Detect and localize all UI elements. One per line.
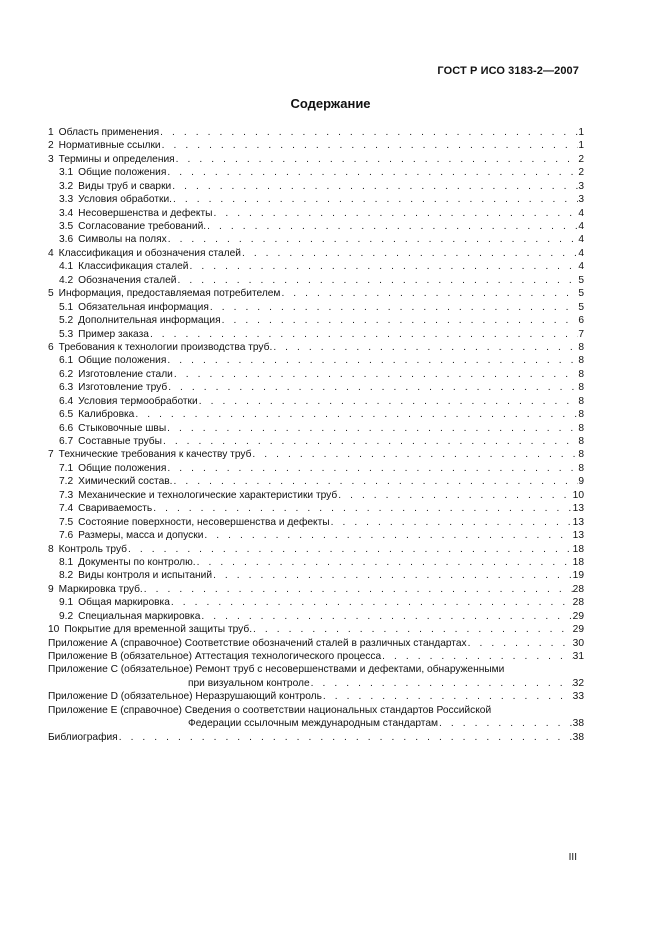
toc-entry-page: 8 [578, 449, 584, 461]
dot-leader [203, 529, 572, 542]
toc-entry-page: 6 [578, 315, 584, 327]
table-of-contents [48, 126, 584, 744]
toc-entry-title: Технические требования к качеству труб [58, 449, 252, 461]
toc-entry[interactable] [48, 596, 584, 609]
toc-entry-page: 1 [578, 126, 584, 138]
toc-entry-page: 18 [572, 556, 584, 568]
toc-entry-page: 30 [572, 637, 584, 649]
toc-entry-page: 33 [572, 691, 584, 703]
dot-leader [251, 449, 578, 462]
toc-entry-number: 1 [48, 126, 54, 138]
toc-entry-page: 4 [578, 207, 584, 219]
toc-entry[interactable] [48, 207, 584, 220]
toc-entry-number: 7.1 [59, 462, 74, 474]
toc-entry[interactable] [48, 677, 584, 690]
dot-leader [196, 556, 573, 569]
toc-entry-page: 2 [578, 153, 584, 165]
toc-entry[interactable] [48, 153, 584, 166]
dot-leader [166, 354, 578, 367]
dot-leader [127, 543, 573, 556]
toc-entry-title: Приложение А (справочное) Соответствие обозначений сталей в различных стандартах [48, 637, 467, 649]
toc-entry[interactable] [48, 395, 584, 408]
toc-entry-title: Маркировка труб. [58, 583, 143, 595]
toc-entry-title: Информация, предоставляемая потребителем [58, 288, 281, 300]
toc-entry-title: Согласование требований. [78, 221, 207, 233]
toc-entry[interactable] [48, 328, 584, 341]
dot-leader [467, 637, 573, 650]
dot-leader [212, 569, 573, 582]
dot-leader [206, 220, 578, 233]
toc-entry[interactable] [48, 731, 584, 744]
toc-entry-number: 10 [48, 624, 60, 636]
toc-entry[interactable] [48, 543, 584, 556]
dot-leader [173, 475, 579, 488]
toc-entry-title: Требования к технологии производства труб. [58, 341, 273, 353]
toc-entry[interactable] [48, 234, 584, 247]
toc-entry-number: 4.1 [59, 261, 74, 273]
toc-entry-title: Классификация и обозначения сталей [58, 247, 241, 259]
toc-entry-title: Механические и технологические характеристики труб [78, 489, 338, 501]
toc-entry-page: 18 [572, 543, 584, 555]
toc-entry[interactable] [48, 301, 584, 314]
toc-entry-number: 3.5 [59, 221, 74, 233]
toc-entry-title: Несовершенства и дефекты [78, 207, 213, 219]
toc-entry-number: 3.3 [59, 194, 74, 206]
dot-leader [172, 193, 578, 206]
toc-entry-title: Химический состав. [78, 476, 173, 488]
toc-entry-number: 6.4 [59, 395, 74, 407]
toc-entry-title: Условия обработки. [78, 194, 172, 206]
toc-entry-page: 8 [578, 382, 584, 394]
toc-entry-title: Приложение D (обязательное) Неразрушающий контроль [48, 691, 322, 703]
toc-entry[interactable] [48, 650, 584, 663]
toc-entry-title: Приложение Е (справочное) Сведения о соответствии национальных стандартов Российской [48, 704, 492, 716]
page-title: Содержание [290, 96, 371, 111]
dot-leader [166, 462, 578, 475]
toc-entry-number: 6.1 [59, 355, 74, 367]
toc-entry-number: 7 [48, 449, 54, 461]
dot-leader [175, 153, 579, 166]
toc-entry-page: 5 [578, 301, 584, 313]
toc-entry-title: Контроль труб [58, 543, 128, 555]
dot-leader [272, 341, 578, 354]
dot-leader [221, 314, 579, 327]
toc-entry-title: Термины и определения [58, 153, 175, 165]
toc-entry-page: 8 [578, 341, 584, 353]
toc-entry-number: 6.6 [59, 422, 74, 434]
toc-entry-page: 29 [572, 610, 584, 622]
dot-leader [159, 126, 578, 139]
toc-entry[interactable] [48, 354, 584, 367]
toc-entry-number: 8.1 [59, 556, 74, 568]
toc-entry-title: Классификация сталей [78, 261, 189, 273]
toc-entry[interactable] [48, 489, 584, 502]
toc-entry-number: 3.4 [59, 207, 74, 219]
toc-entry-page: 5 [578, 274, 584, 286]
dot-leader [118, 731, 573, 744]
toc-entry[interactable] [48, 637, 584, 650]
dot-leader [170, 596, 573, 609]
toc-entry-page: 4 [578, 234, 584, 246]
toc-entry-number: 7.4 [59, 503, 74, 515]
toc-entry-number: 5.3 [59, 328, 74, 340]
toc-entry-title: Изготовление стали [78, 368, 173, 380]
toc-entry[interactable] [48, 704, 584, 717]
dot-leader [330, 516, 573, 529]
toc-entry-title: Виды контроля и испытаний [78, 570, 213, 582]
toc-entry-page: 13 [572, 516, 584, 528]
toc-entry[interactable] [48, 435, 584, 448]
toc-entry-title: Специальная маркировка [78, 610, 201, 622]
toc-entry-number: 6.2 [59, 368, 74, 380]
toc-entry-number: 6.3 [59, 382, 74, 394]
toc-entry-page: 28 [572, 597, 584, 609]
toc-entry[interactable] [48, 569, 584, 582]
toc-entry[interactable] [48, 247, 584, 260]
dot-leader [171, 180, 578, 193]
toc-entry-title: Размеры, масса и допуски [78, 530, 204, 542]
dot-leader [166, 166, 578, 179]
toc-entry[interactable] [48, 529, 584, 542]
toc-entry-title: Состояние поверхности, несовершенства и дефекты [78, 516, 330, 528]
toc-entry[interactable] [48, 556, 584, 569]
toc-entry-title: Покрытие для временной защиты труб. [64, 624, 253, 636]
toc-entry-title: Дополнительная информация [78, 315, 221, 327]
toc-entry-title: Общая маркировка [78, 597, 170, 609]
toc-entry-page: 19 [572, 570, 584, 582]
toc-entry-title: Область применения [58, 126, 160, 138]
toc-entry-number: 6 [48, 341, 54, 353]
toc-entry-page: 4 [578, 247, 584, 259]
toc-entry[interactable] [48, 139, 584, 152]
toc-entry-title: Символы на полях [78, 234, 167, 246]
toc-entry-page: 29 [572, 624, 584, 636]
toc-entry-page: 38 [572, 718, 584, 730]
toc-entry-title: Калибровка [78, 409, 135, 421]
toc-entry[interactable] [48, 287, 584, 300]
dot-leader [167, 381, 578, 394]
toc-entry-page: 4 [578, 261, 584, 273]
toc-entry-number: 7.3 [59, 489, 74, 501]
dot-leader [337, 489, 572, 502]
toc-entry[interactable] [48, 180, 584, 193]
dot-leader [198, 395, 579, 408]
toc-entry-number: 9.1 [59, 597, 74, 609]
dot-leader [161, 139, 579, 152]
toc-entry-number: 8 [48, 543, 54, 555]
toc-entry-page: 3 [578, 194, 584, 206]
toc-entry[interactable] [48, 193, 584, 206]
toc-entry-page: 4 [578, 221, 584, 233]
toc-entry-title: Стыковочные швы [78, 422, 167, 434]
toc-entry-title: Изготовление труб [78, 382, 168, 394]
dot-leader [162, 435, 578, 448]
dot-leader [209, 301, 578, 314]
toc-entry[interactable] [48, 583, 584, 596]
toc-entry[interactable] [48, 260, 584, 273]
toc-entry-page: 32 [572, 677, 584, 689]
toc-entry-title: Общие положения [78, 462, 167, 474]
toc-entry-page: 5 [578, 288, 584, 300]
dot-leader [200, 610, 572, 623]
toc-entry-page: 8 [578, 355, 584, 367]
toc-entry-page: 38 [572, 731, 584, 743]
toc-entry[interactable] [48, 274, 584, 287]
toc-entry[interactable] [48, 166, 584, 179]
toc-entry-title: Пример заказа [78, 328, 149, 340]
toc-entry[interactable] [48, 341, 584, 354]
dot-leader [212, 207, 578, 220]
toc-entry-number: 5.1 [59, 301, 74, 313]
toc-entry-number: 2 [48, 140, 54, 152]
toc-entry-title: Документы по контролю. [78, 556, 196, 568]
toc-entry-title: Федерации ссылочным международным стандартам [188, 718, 439, 730]
toc-entry-number: 3.1 [59, 167, 74, 179]
toc-entry[interactable] [48, 314, 584, 327]
toc-entry-title: Обозначения сталей [78, 274, 177, 286]
toc-entry-title: Условия термообработки [78, 395, 198, 407]
toc-entry[interactable] [48, 408, 584, 421]
toc-entry[interactable] [48, 220, 584, 233]
toc-entry-number: 7.6 [59, 530, 74, 542]
toc-entry-title: Виды труб и сварки [78, 180, 172, 192]
toc-entry-number: 9 [48, 583, 54, 595]
toc-entry[interactable] [48, 449, 584, 462]
toc-entry[interactable] [48, 623, 584, 636]
toc-entry-page: 10 [572, 489, 584, 501]
toc-entry-page: 13 [572, 503, 584, 515]
toc-entry-page: 7 [578, 328, 584, 340]
toc-entry-number: 5.2 [59, 315, 74, 327]
dot-leader [152, 502, 572, 515]
toc-entry-number: 8.2 [59, 570, 74, 582]
toc-entry-number: 3.2 [59, 180, 74, 192]
toc-entry-page: 8 [578, 395, 584, 407]
dot-leader [241, 247, 578, 260]
toc-entry-title: Составные трубы [78, 436, 162, 448]
toc-entry-number: 4.2 [59, 274, 74, 286]
dot-leader [176, 274, 578, 287]
dot-leader [149, 328, 578, 341]
toc-entry-page: 2 [578, 167, 584, 179]
toc-entry-number: 4 [48, 247, 54, 259]
toc-entry[interactable] [48, 664, 584, 677]
toc-entry-number: 7.5 [59, 516, 74, 528]
toc-entry-page: 8 [578, 422, 584, 434]
toc-entry[interactable] [48, 475, 584, 488]
dot-leader [381, 650, 573, 663]
toc-entry-number: 9.2 [59, 610, 74, 622]
toc-entry-page: 8 [578, 436, 584, 448]
toc-entry-number: 3 [48, 153, 54, 165]
dot-leader [322, 690, 573, 703]
toc-entry-page: 8 [578, 462, 584, 474]
toc-entry[interactable] [48, 422, 584, 435]
toc-entry[interactable] [48, 717, 584, 730]
toc-entry[interactable] [48, 610, 584, 623]
toc-entry-page: 28 [572, 583, 584, 595]
toc-entry[interactable] [48, 368, 584, 381]
toc-entry-number: 5 [48, 288, 54, 300]
toc-entry-title: Общие положения [78, 355, 167, 367]
toc-entry-page: 8 [578, 409, 584, 421]
toc-entry-title: Свариваемость [78, 503, 153, 515]
toc-entry-title: Общие положения [78, 167, 167, 179]
page-number: III [568, 852, 577, 863]
toc-entry-page: 13 [572, 530, 584, 542]
dot-leader [166, 422, 578, 435]
dot-leader [310, 677, 573, 690]
dot-leader [167, 234, 579, 247]
toc-entry-number: 3.6 [59, 234, 74, 246]
toc-entry-title: Приложение С (обязательное) Ремонт труб с несовершенствами и дефектами, обнаруженными [48, 664, 505, 676]
dot-leader [173, 368, 578, 381]
toc-entry[interactable] [48, 690, 584, 703]
toc-entry[interactable] [48, 516, 584, 529]
toc-entry-page: 8 [578, 368, 584, 380]
toc-entry-page: 9 [578, 476, 584, 488]
dot-leader [438, 717, 573, 730]
dot-leader [189, 260, 579, 273]
toc-entry-number: 6.7 [59, 436, 74, 448]
toc-entry-title: Приложение В (обязательное) Аттестация технологического процесса [48, 651, 382, 663]
dot-leader [134, 408, 578, 421]
toc-entry[interactable] [48, 381, 584, 394]
document-code: ГОСТ Р ИСО 3183-2—2007 [437, 65, 579, 77]
toc-entry[interactable] [48, 502, 584, 515]
toc-entry[interactable] [48, 126, 584, 139]
toc-entry[interactable] [48, 462, 584, 475]
toc-entry-page: 1 [578, 140, 584, 152]
toc-entry-title: Нормативные ссылки [58, 140, 161, 152]
dot-leader [280, 287, 578, 300]
toc-entry-title: при визуальном контроле [188, 677, 310, 689]
toc-entry-page: 31 [572, 651, 584, 663]
toc-entry-page: 3 [578, 180, 584, 192]
toc-entry-number: 6.5 [59, 409, 74, 421]
toc-entry-title: Библиография [48, 731, 118, 743]
toc-entry-number: 7.2 [59, 476, 74, 488]
dot-leader [252, 623, 573, 636]
toc-entry-title: Обязательная информация [78, 301, 209, 313]
dot-leader [143, 583, 573, 596]
